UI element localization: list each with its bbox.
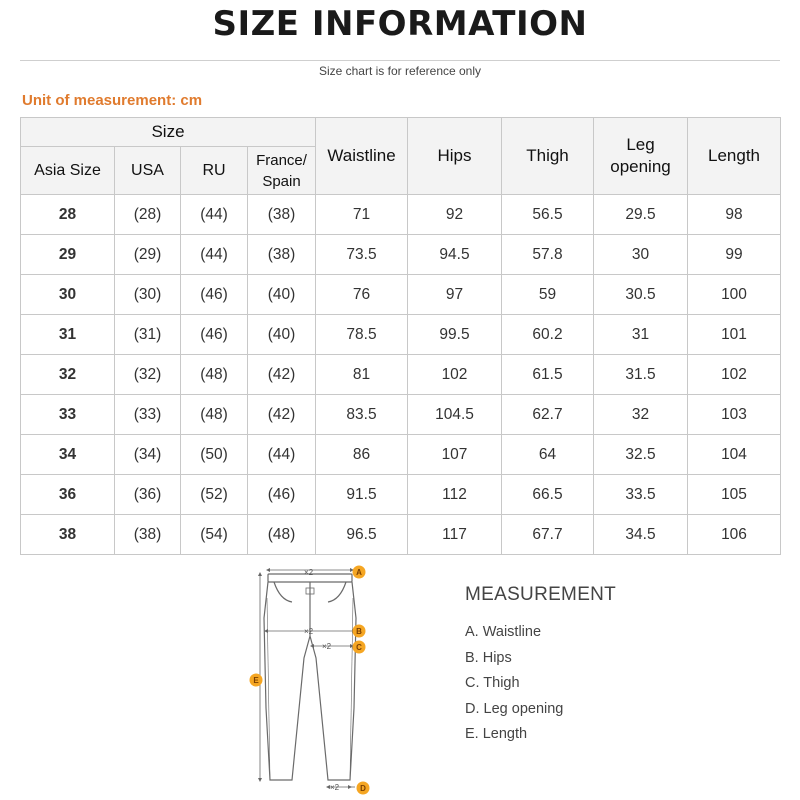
legend-item-hips: B. Hips [465,649,512,666]
cell-hips: 102 [408,355,502,395]
cell-usa: (32) [115,355,181,395]
cell-leg-opening: 29.5 [594,195,688,235]
cell-leg-opening: 33.5 [594,475,688,515]
measurement-title: MEASUREMENT [465,584,617,605]
cell-hips: 97 [408,275,502,315]
cell-leg-opening: 31.5 [594,355,688,395]
cell-asia-size: 34 [21,435,115,475]
waist-multiplier: ×2 [304,568,314,577]
header-france-line1: France/ [256,151,307,169]
table-row [21,515,781,555]
cell-ru: (48) [181,355,248,395]
cell-thigh: 67.7 [502,515,594,555]
legend-item-waistline: A. Waistline [465,624,542,640]
badge-a-label: A [356,568,362,577]
header-thigh: Thigh [502,118,594,195]
leg-multiplier: ×2 [330,783,340,792]
legend-item-thigh: C. Thigh [465,675,520,691]
size-group-header: Size [21,118,316,147]
cell-ru: (48) [181,395,248,435]
header-asia-size: Asia Size [21,147,115,195]
cell-asia-size: 28 [21,195,115,235]
size-rows [21,195,781,555]
title-divider [20,60,780,61]
header-hips: Hips [408,118,502,195]
cell-length: 102 [688,355,781,395]
cell-hips: 92 [408,195,502,235]
cell-leg-opening: 32.5 [594,435,688,475]
cell-waistline: 71 [316,195,408,235]
table-row [21,355,781,395]
cell-thigh: 57.8 [502,235,594,275]
table-row [21,475,781,515]
legend-item-length: E. Length [465,726,528,742]
cell-leg-opening: 30 [594,235,688,275]
table-row [21,395,781,435]
cell-length: 101 [688,315,781,355]
cell-asia-size: 32 [21,355,115,395]
cell-hips: 99.5 [408,315,502,355]
cell-asia-size: 31 [21,315,115,355]
measurement-legend [465,620,563,748]
cell-usa: (31) [115,315,181,355]
cell-hips: 94.5 [408,235,502,275]
badge-a [353,566,366,579]
cell-hips: 104.5 [408,395,502,435]
cell-usa: (30) [115,275,181,315]
left-pocket [274,582,292,602]
right-pocket [328,582,346,602]
cell-ru: (54) [181,515,248,555]
badge-c [353,641,366,654]
header-ru: RU [181,147,248,195]
cell-length: 98 [688,195,781,235]
cell-france-spain: (38) [248,195,316,235]
cell-length: 105 [688,475,781,515]
cell-ru: (44) [181,235,248,275]
header-france-spain [248,147,316,195]
cell-length: 103 [688,395,781,435]
cell-france-spain: (42) [248,355,316,395]
cell-thigh: 60.2 [502,315,594,355]
cell-thigh: 66.5 [502,475,594,515]
cell-france-spain: (40) [248,275,316,315]
cell-thigh: 56.5 [502,195,594,235]
cell-thigh: 59 [502,275,594,315]
cell-usa: (28) [115,195,181,235]
cell-asia-size: 38 [21,515,115,555]
cell-ru: (46) [181,315,248,355]
table-row [21,275,781,315]
size-chart-table [20,117,781,555]
cell-waistline: 76 [316,275,408,315]
cell-france-spain: (38) [248,235,316,275]
cell-hips: 112 [408,475,502,515]
thigh-multiplier: ×2 [322,642,332,651]
cell-usa: (34) [115,435,181,475]
header-waistline: Waistline [316,118,408,195]
cell-length: 104 [688,435,781,475]
cell-waistline: 78.5 [316,315,408,355]
cell-asia-size: 36 [21,475,115,515]
page-title: SIZE INFORMATION [212,4,588,44]
cell-france-spain: (42) [248,395,316,435]
cell-ru: (46) [181,275,248,315]
cell-france-spain: (40) [248,315,316,355]
cell-hips: 107 [408,435,502,475]
cell-leg-opening: 30.5 [594,275,688,315]
cell-length: 106 [688,515,781,555]
cell-ru: (50) [181,435,248,475]
badge-d-label: D [360,784,366,793]
cell-hips: 117 [408,515,502,555]
table-row [21,195,781,235]
cell-france-spain: (48) [248,515,316,555]
cell-usa: (29) [115,235,181,275]
cell-waistline: 83.5 [316,395,408,435]
pants-outline [264,574,356,780]
cell-waistline: 96.5 [316,515,408,555]
pants-measurement-diagram [240,558,380,798]
cell-length: 100 [688,275,781,315]
badge-e-label: E [253,676,259,685]
cell-length: 99 [688,235,781,275]
table-row [21,315,781,355]
cell-waistline: 86 [316,435,408,475]
cell-leg-opening: 32 [594,395,688,435]
table-row [21,435,781,475]
cell-france-spain: (46) [248,475,316,515]
header-france-line2: Spain [262,172,301,190]
hips-multiplier: ×2 [304,627,314,636]
legend-item-leg-opening: D. Leg opening [465,700,564,717]
table-row [21,235,781,275]
cell-asia-size: 30 [21,275,115,315]
cell-thigh: 64 [502,435,594,475]
badge-d [357,782,370,795]
header-usa: USA [115,147,181,195]
header-length: Length [688,118,781,195]
badge-b-label: B [356,627,362,636]
badge-e [250,674,263,687]
header-leg-line2: opening [610,157,671,176]
cell-leg-opening: 31 [594,315,688,355]
reference-note: Size chart is for reference only [318,64,482,78]
cell-ru: (52) [181,475,248,515]
cell-leg-opening: 34.5 [594,515,688,555]
cell-ru: (44) [181,195,248,235]
cell-waistline: 81 [316,355,408,395]
cell-usa: (38) [115,515,181,555]
cell-france-spain: (44) [248,435,316,475]
cell-thigh: 61.5 [502,355,594,395]
cell-asia-size: 29 [21,235,115,275]
cell-usa: (36) [115,475,181,515]
cell-waistline: 91.5 [316,475,408,515]
cell-thigh: 62.7 [502,395,594,435]
unit-label: Unit of measurement: cm [22,92,203,109]
badge-c-label: C [356,643,362,652]
header-leg-line1: Leg [626,135,655,154]
header-leg-opening [594,118,688,195]
cell-waistline: 73.5 [316,235,408,275]
badge-b [353,625,366,638]
cell-asia-size: 33 [21,395,115,435]
cell-usa: (33) [115,395,181,435]
